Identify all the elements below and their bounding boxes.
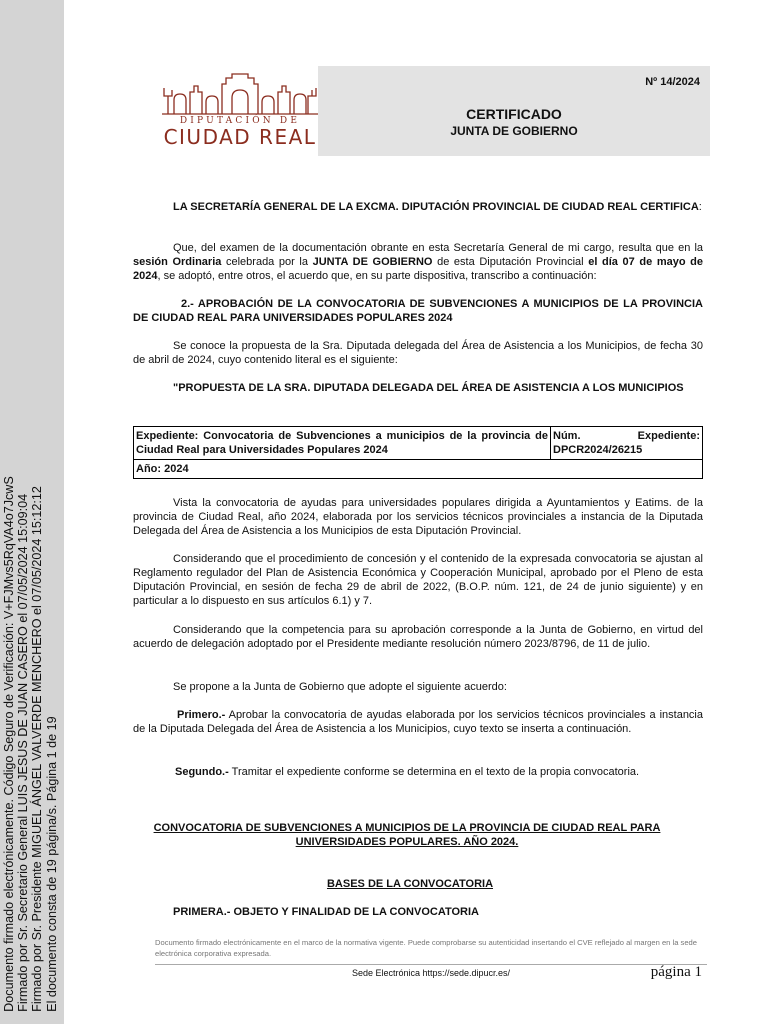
considerando-paragraph-2: Considerando que la competencia para su aprobación corresponde a la Junta de Gobierno, en virtud del acuerdo de delegación adoptado por el Presidente mediante resolución número 2023/8796, de 11 de julio.: [133, 624, 703, 650]
cve-line: Documento firmado electrónicamente. Código Seguro de Verificación: V+FJMvs5RqVA4o7JcwS: [2, 476, 16, 1012]
intro-paragraph: Que, del examen de la documentación obrante en esta Secretaría General de mi cargo, resulta que en la sesión Ordinaria celebrada por la JUNTA DE GOBIERNO de esta Diputación Provincial el día 07 de mayo de 2024, se adoptó, entre otros, el acuerdo que, en su parte dispositiva, transcribo a continuación:: [133, 242, 704, 282]
proposal-heading: "PROPUESTA DE LA SRA. DIPUTADA DELEGADA DEL ÁREA DE ASISTENCIA A LOS MUNICIPIOS: [173, 382, 684, 394]
propuesta-paragraph: Se propone a la Junta de Gobierno que adopte el siguiente acuerdo:: [173, 681, 507, 693]
expediente-table: [133, 426, 703, 479]
convocatoria-title: CONVOCATORIA DE SUBVENCIONES A MUNICIPIOS DE LA PROVINCIA DE CIUDAD REAL PARA UNIVERSIDADES POPULARES. AÑO 2024.: [153, 822, 661, 848]
signature-text-block: [2, 472, 62, 1012]
primero-paragraph: Primero.- Aprobar la convocatoria de ayudas elaborada por los servicios técnicos provinciales a instancia de la Diputada Delegada del Área de Asistencia a los Municipios, cuyo texto se inserta a continuación.: [133, 709, 703, 735]
expediente-number-cell: Núm. Expediente: DPCR2024/26215: [551, 427, 703, 460]
considerando-paragraph-1: Considerando que el procedimiento de concesión y el contenido de la expresada convocatoria se ajustan al Reglamento regulador del Plan de Asistencia Económica y Cooperación Municipal, aprobado por el Pleno de esta Diputación Provincial, en sesión de fecha 29 de abril de 2022, (B.O.P. núm. 121, de 24 de junio siguiente) y en particular a lo dispuesto en sus artículos 6.1) y 7.: [133, 553, 703, 607]
diputacion-logo: [160, 72, 320, 154]
certificate-number: Nº 14/2024: [645, 76, 700, 88]
signer-president-line: Firmado por Sr. Presidente MIGUEL ÁNGEL VALVERDE MENCHERO el 07/05/2024 15:12:12: [30, 486, 45, 1012]
expediente-cell: Expediente: Convocatoria de Subvenciones a municipios de la provincia de Ciudad Real para Universidades Populares 2024: [134, 427, 551, 460]
bases-heading: BASES DE LA CONVOCATORIA: [326, 878, 494, 890]
certificate-subtitle: JUNTA DE GOBIERNO: [450, 124, 578, 138]
footer-sede-link[interactable]: Sede Electrónica https://sede.dipucr.es/: [351, 968, 511, 978]
segundo-paragraph: Segundo.- Tramitar el expediente conforme se determina en el texto de la propia convocatoria.: [175, 766, 640, 778]
signature-sidebar: [0, 0, 64, 1024]
agenda-item-title: 2.- APROBACIÓN DE LA CONVOCATORIA DE SUBVENCIONES A MUNICIPIOS DE LA PROVINCIA DE CIUDAD REAL PARA UNIVERSIDADES POPULARES 2024: [133, 298, 703, 324]
certifica-heading: LA SECRETARÍA GENERAL DE LA EXCMA. DIPUTACIÓN PROVINCIAL DE CIUDAD REAL CERTIFICA:: [173, 201, 702, 213]
primera-heading: PRIMERA.- OBJETO Y FINALIDAD DE LA CONVOCATORIA: [173, 906, 479, 918]
signer-secretary-line: Firmado por Sr. Secretario General LUIS JESUS DE JUAN CASERO el 07/05/2024 15:09:04: [16, 494, 31, 1012]
year-cell: Año: 2024: [134, 460, 703, 479]
footer-divider: [155, 964, 707, 965]
footer-authenticity-note: Documento firmado electrónicamente en el marco de la normativa vigente. Puede comprobarse su autenticidad insertando el CVE reflejado al margen en la sede electrónica corporativa expresada.: [155, 938, 697, 958]
page-number: página 1: [650, 964, 702, 980]
vista-paragraph: Vista la convocatoria de ayudas para universidades populares dirigida a Ayuntamientos y Eatims. de la provincia de Ciudad Real, año 2024, elaborada por los servicios técnicos provinciales a instancia de la Diputada Delegada del Área de Asistencia a los Municipios de esta Diputación Provincial.: [133, 497, 703, 537]
logo-emblem-icon: [160, 72, 320, 116]
page-count-line: El documento consta de 19 página/s. Página 1 de 19: [44, 716, 59, 1012]
logo-text-main: CIUDAD REAL: [163, 125, 317, 149]
proposal-intro: Se conoce la propuesta de la Sra. Diputada delegada del Área de Asistencia a los Municipios, de fecha 30 de abril de 2024, cuyo contenido literal es el siguiente:: [133, 340, 703, 366]
certificate-header: [318, 66, 710, 156]
certificate-title: CERTIFICADO: [466, 106, 562, 122]
logo-text-top: DIPUTACIÓN DE: [179, 116, 301, 126]
